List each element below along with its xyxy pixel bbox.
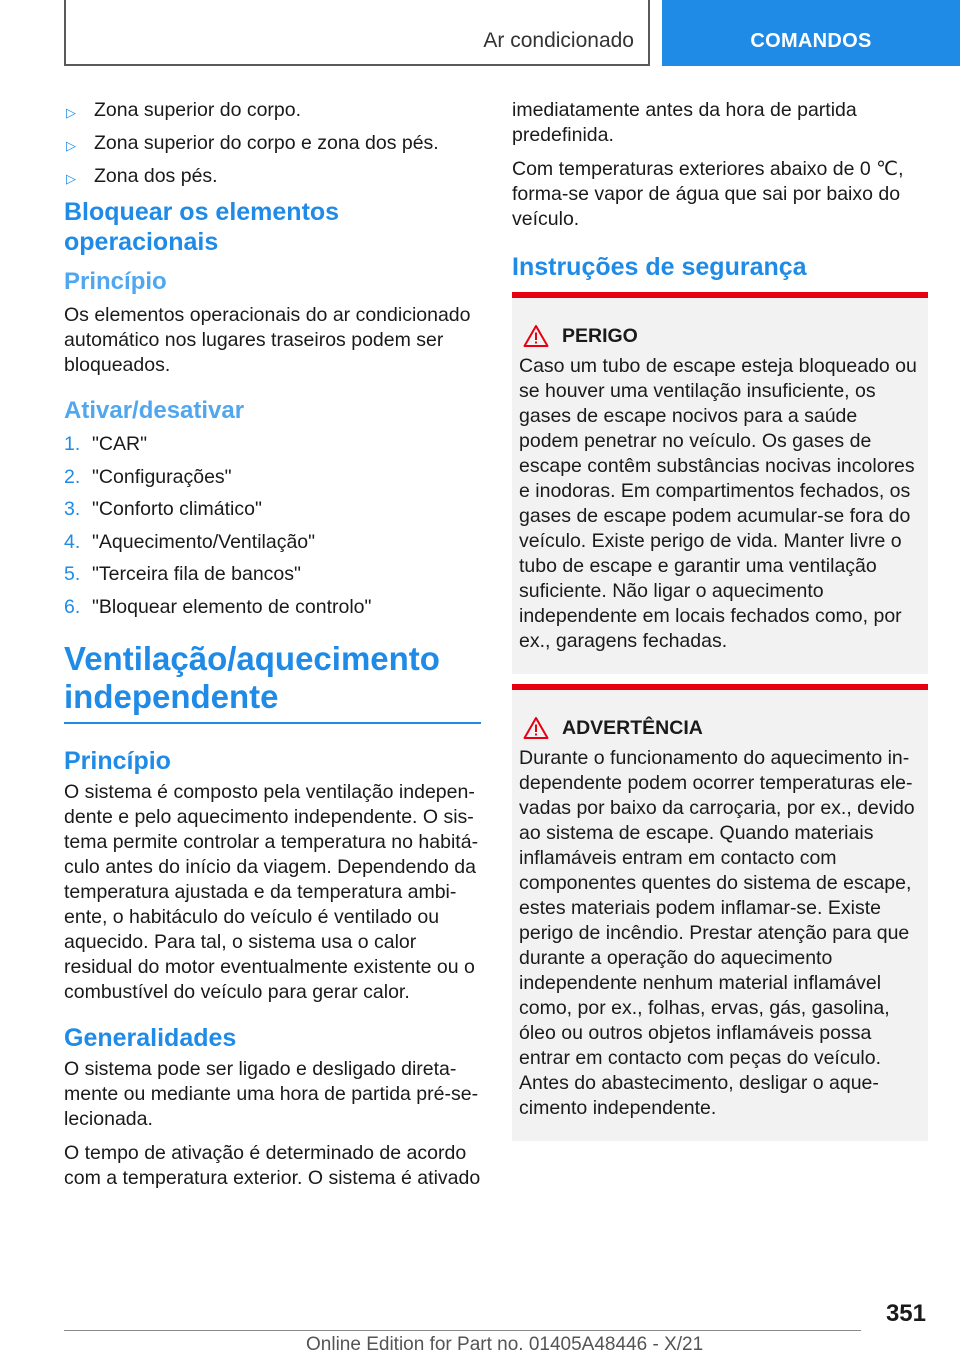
list-item: ▷ Zona superior do corpo. (64, 98, 481, 123)
page-number: 351 (885, 1300, 926, 1327)
principle-text-2: O sistema é composto pela ventilação independente e pelo aquecimento independente. O sistema permite controlar a temperatura no habitáculo antes do início da viagem. Dependendo da temperatura ajustada e da temperatura ambiente, o habitáculo do veículo é ventilado ou aquecido. Para tal, o sistema usa o calor residual do motor eventualmente existente ou o combustível do veículo para gerar calor. (64, 780, 479, 1003)
list-item: 4. "Aquecimento/Ventilação" (64, 530, 316, 553)
footer-edition (306, 1334, 703, 1356)
safety-heading: Instruções de segurança (512, 253, 807, 281)
danger-text: Caso um tubo de escape esteja bloqueado ou se houver uma ventilação insuficiente, os gases de escape nocivos para a saúde podem penetrar no veículo. Os gases de escape contêm substâncias nocivas incolores e inodoras. Em compartimentos fechados, os gases de escape podem acumular-se fora do veículo. Existe perigo de vida. Manter livre o tubo de escape e garantir uma ventilação suficiente. Não ligar o aquecimento independente em locais fechados como, por ex., garagens fechadas. (519, 355, 917, 652)
warning-title: ADVERTÊNCIA (519, 716, 922, 740)
principle-heading: Princípio (64, 268, 167, 295)
list-item: ▷ Zona dos pés. (64, 164, 481, 189)
page-header (0, 0, 960, 66)
chapter-title: COMANDOS (750, 30, 872, 52)
list-item: 2. "Configurações" (64, 465, 232, 488)
triangle-right-icon: ▷ (66, 105, 76, 120)
section-title: Ar condicionado (483, 29, 634, 52)
right-column (512, 98, 928, 1141)
warning-box (512, 684, 928, 1141)
principle-text: Os elementos operacionais do ar condicionado automático nos lugares traseiros podem ser bloqueados. (64, 304, 471, 376)
edition-text: Online Edition for Part no. 01405A48446 - X/21 (306, 1334, 704, 1355)
principle-heading-2: Princípio (64, 746, 171, 775)
general-text-1: O sistema pode ser ligado e desligado diretamente ou mediante uma hora de partida pré-selecionada. (64, 1057, 479, 1130)
warning-triangle-icon (523, 716, 549, 740)
list-item: 3. "Conforto climático" (64, 498, 262, 521)
toggle-heading: Ativar/desativar (64, 397, 245, 424)
warning-triangle-icon (523, 324, 549, 348)
warning-text: Durante o funcionamento do aquecimento independente podem ocorrer temperaturas elevadas por baixo da carroçaria, por ex., devido ao sistema de escape. Quando materiais inflamáveis entram em contacto com componentes quentes do sistema de escape, estes materiais podem inflamar-se. Existe perigo de incêndio. Prestar atenção para que durante a operação do aquecimento independente nenhum material inflamável como, por ex., folhas, ervas, gás, gasolina, óleo ou outros objetos inflamáveis possa entrar em contacto com peças do veículo. Antes do abastecimento, desligar o aquecimento independente. (519, 747, 915, 1119)
triangle-right-icon: ▷ (66, 138, 76, 153)
triangle-right-icon: ▷ (66, 171, 76, 186)
lock-controls-heading: Bloquear os elementos operacionais (64, 198, 340, 256)
general-heading: Generalidades (64, 1023, 237, 1052)
list-item: ▷ Zona superior do corpo e zona dos pés. (64, 131, 481, 156)
chapter-tab (662, 0, 960, 66)
steps-list (64, 432, 481, 620)
left-column (64, 98, 481, 1200)
continued-text-1: imediatamente antes da hora de partida predefinida. (512, 99, 857, 146)
section-tab (64, 0, 650, 66)
danger-title: PERIGO (519, 324, 922, 348)
general-text-2: O tempo de ativação é determinado de acordo com a temperatura exterior. O sistema é ativado (64, 1141, 481, 1189)
footer-divider (64, 1330, 861, 1331)
list-item: 6. "Bloquear elemento de controlo" (64, 595, 372, 618)
continued-text-2: Com temperaturas exteriores abaixo de 0 ℃, forma-se vapor de água que sai por baixo do veículo. (512, 158, 904, 230)
list-item: 1. "CAR" (64, 433, 148, 455)
danger-box (512, 292, 928, 674)
airflow-zone-list (64, 98, 481, 189)
list-item: 5. "Terceira fila de bancos" (64, 563, 301, 586)
main-section-heading: Ventilação/aquecimento independente (64, 640, 481, 724)
